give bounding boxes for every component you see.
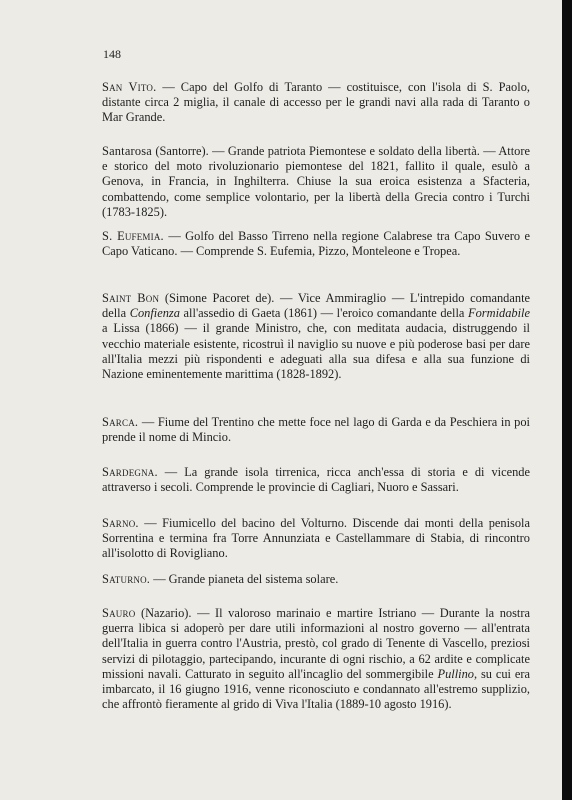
- entry-sauro: [102, 606, 530, 712]
- entry-santarosa: [102, 144, 530, 220]
- entry-text: — Golfo del Basso Tirreno nella regione Calabrese tra Capo Suvero e Capo Vaticano. — Comprende S. Eufemia, Pizzo, Monteleone e Tropea.: [102, 229, 530, 259]
- entry-sarno: [102, 516, 530, 562]
- entry-text: — Fiumicello del bacino del Volturno. Discende dai monti della penisola Sorrentina e termina fra Torre Annunziata e Castellammare di Stabia, di rincontro all'isolotto di Rovigliano.: [102, 516, 530, 561]
- entry-s-eufemia: [102, 229, 530, 259]
- entry-headword: Saturno.: [102, 572, 151, 586]
- ship-name-italic: Formidabile: [468, 306, 530, 321]
- entry-text: — Capo del Golfo di Taranto — costituisce, con l'isola di S. Paolo, distante circa 2 miglia, il canale di accesso per le grandi navi alla rada di Taranto o Mar Grande.: [102, 80, 530, 125]
- entry-headword: Sauro: [102, 606, 136, 620]
- entry-headword: San Vito.: [102, 80, 157, 94]
- entry-text: (Nazario). — Il valoroso marinaio e martire Istriano — Durante la nostra guerra libica si adoperò per dare utili informazioni al nostro governo — all'entrata dell'Italia in guerra contro l'Austria, prestò, col grado di Tenente di Vascello, preziosi servizi di pilotaggio, partecipando, incurante di ogni rischio, a 62 ardite e complicate missioni navali. Catturato in seguito all'incaglio del sommergibile: [102, 606, 530, 681]
- entry-saturno: [102, 572, 530, 587]
- entry-text: a Lissa (1866) — il grande Ministro, che, con meditata audacia, distruggendo il vecchio materiale esistente, ricostruì il naviglio su nuove e più poderose basi per dare all'Italia mezzi più rispondenti e adeguati alla sua difesa e alla sua funzione di Nazione eminentemente marittima (1828-1892).: [102, 321, 530, 382]
- entry-text: (Simone Pacoret de). — Vice Ammiraglio — L'intrepido comandante della: [102, 291, 531, 321]
- entry-san-vito: [102, 80, 530, 126]
- entry-text: , su cui era imbarcato, il 16 giugno 1916, venne riconosciuto e condannato all'estremo supplizio, che affrontò fieramente al grido di Viva l'Italia (1889-10 agosto 1916).: [102, 666, 530, 712]
- entry-headword: Santarosa: [102, 144, 152, 158]
- entry-text: all'assedio di Gaeta (1861) — l'eroico comandante della: [179, 306, 469, 321]
- entry-headword: Sarca.: [102, 415, 139, 429]
- page-number: 148: [103, 47, 121, 61]
- entry-headword: Sardegna.: [102, 465, 158, 479]
- entry-sardegna: [102, 465, 530, 495]
- entry-headword: S. Eufemia.: [102, 229, 164, 243]
- entry-headword: Sarno.: [102, 516, 139, 530]
- ship-name-italic: Confienza: [129, 306, 180, 321]
- entry-text: — La grande isola tirrenica, ricca anch'essa di storia e di vicende attraverso i secoli. Comprende le provincie di Cagliari, Nuoro e Sassari.: [102, 465, 530, 495]
- entry-text: — Grande pianeta del sistema solare.: [150, 572, 339, 586]
- ship-name-italic: Pullino: [437, 666, 474, 681]
- entry-sarca: [102, 415, 530, 445]
- entry-headword: Saint Bon: [102, 291, 160, 305]
- entry-text: (Santorre). — Grande patriota Piemontese e soldato della libertà. — Attore e storico del moto rivoluzionario piemontese del 1821, fallito il quale, esulò a Genova, in Francia, in Inghilterra. Chiuse la sua eroica esistenza a Sfacteria, combattendo, come semplice volontario, per la libertà della Grecia contro i Turchi (1783-1825).: [102, 144, 530, 219]
- entry-text: — Fiume del Trentino che mette foce nel lago di Garda e da Peschiera in poi prende il nome di Mincio.: [102, 415, 530, 445]
- entry-saint-bon: [102, 291, 530, 382]
